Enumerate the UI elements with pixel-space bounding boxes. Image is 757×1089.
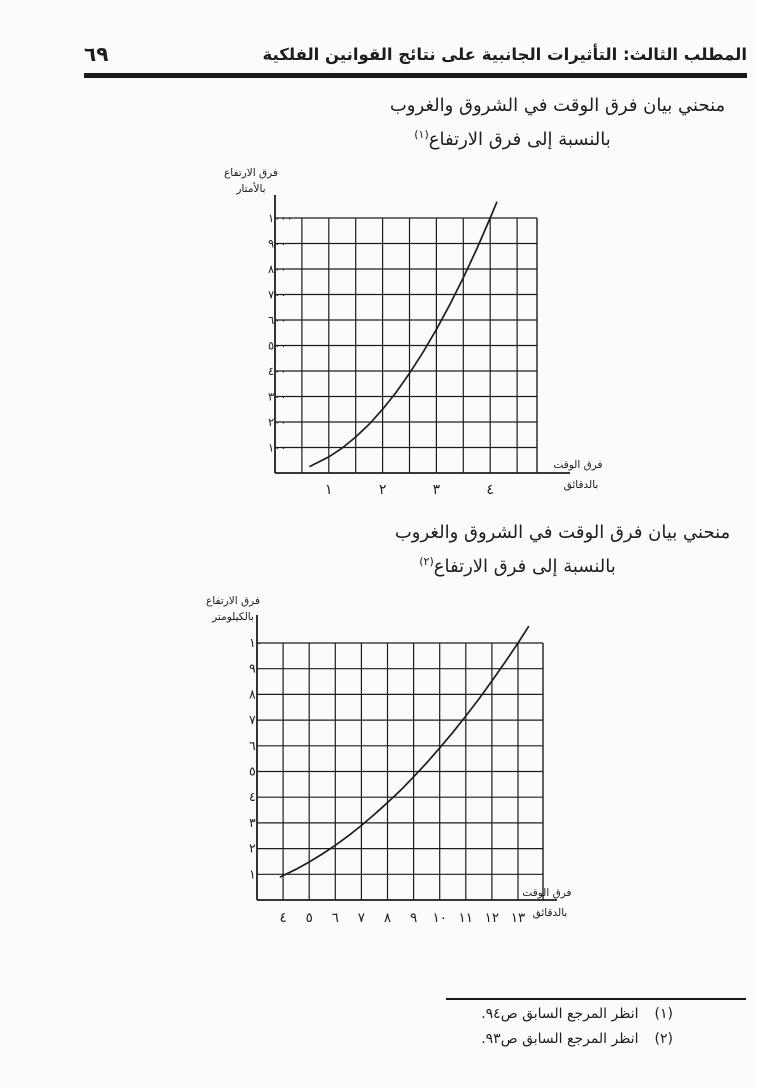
x-axis-label: بالدقائق <box>532 907 568 919</box>
chart1-canvas <box>220 160 650 510</box>
x-tick-label: ٦ <box>331 910 339 926</box>
y-tick-label: ٤ <box>249 789 256 805</box>
chart2-title-line2-text: بالنسبة إلى فرق الارتفاع <box>433 556 616 577</box>
x-axis-label: بالدقائق <box>563 479 599 491</box>
x-tick-label: ٨ <box>383 910 392 926</box>
y-axis-label: فرق الارتفاع <box>206 595 260 607</box>
y-tick-label: ٢٠٠ <box>268 415 287 429</box>
page-number: ٦٩ <box>84 42 109 66</box>
y-tick-label: ١٠ <box>249 635 263 650</box>
x-tick-label: ٤ <box>279 910 287 926</box>
x-tick-label: ٣ <box>432 482 441 498</box>
y-axis-label: فرق الارتفاع <box>224 167 278 179</box>
x-tick-label: ٤ <box>486 482 494 498</box>
footnotes <box>481 1002 673 1052</box>
chapter-header-title: المطلب الثالث: التأثيرات الجانبية على نتائج القوانين الفلكية <box>262 45 747 64</box>
chart1-title-line1: منحني بيان فرق الوقت في الشروق والغروب <box>389 95 726 116</box>
y-tick-label: ٥٠٠ <box>268 338 287 353</box>
y-tick-label: ٢ <box>249 840 256 856</box>
y-tick-label: ٩ <box>249 660 256 676</box>
footnote-1-text: انظر المرجع السابق ص٩٤. <box>481 1006 639 1022</box>
y-tick-label: ٤٠٠ <box>268 364 287 378</box>
y-tick-label: ٧٠٠ <box>268 287 287 302</box>
x-axis-label: فرق الوقت <box>553 459 603 471</box>
x-tick-label: ٩ <box>409 910 418 926</box>
y-tick-label: ٨ <box>249 686 256 702</box>
footnote-2-text: انظر المرجع السابق ص٩٣. <box>481 1031 639 1047</box>
footnote-2-marker: (٢) <box>654 1031 673 1047</box>
chart1-title-line2 <box>340 122 685 153</box>
y-tick-label: ٦ <box>249 737 256 753</box>
y-tick-label: ٣ <box>249 814 256 830</box>
y-tick-label: ١ <box>249 866 256 882</box>
chart2-canvas <box>195 590 625 940</box>
curve <box>310 202 497 466</box>
footnote-1 <box>481 1002 673 1027</box>
y-tick-label: ١٠٠ <box>268 440 287 455</box>
x-tick-label: ٥ <box>305 910 313 926</box>
chart1-footnote-ref: (١) <box>414 128 429 141</box>
footnote-2 <box>481 1027 673 1052</box>
chart2-title-line2 <box>345 549 690 580</box>
x-tick-label: ٢ <box>378 482 387 498</box>
y-axis-label: بالكيلومتر <box>212 611 254 623</box>
y-tick-label: ٧ <box>249 712 256 728</box>
y-axis-label: بالأمتار <box>236 183 266 195</box>
y-tick-label: ١٠٠٠ <box>268 211 293 225</box>
chart1-title-line2-text: بالنسبة إلى فرق الارتفاع <box>428 129 611 150</box>
footnote-1-marker: (١) <box>654 1006 673 1022</box>
x-tick-label: ١١ <box>458 910 474 926</box>
x-tick-label: ١٢ <box>484 910 500 926</box>
x-tick-label: ١ <box>325 482 333 498</box>
chart2-title-line1: منحني بيان فرق الوقت في الشروق والغروب <box>394 522 731 543</box>
chart1-title <box>385 93 730 153</box>
y-tick-label: ٨٠٠ <box>268 262 287 276</box>
x-tick-label: ١٠ <box>432 910 447 926</box>
y-tick-label: ٩٠٠ <box>268 236 287 251</box>
curve <box>281 627 529 877</box>
x-axis-label: فرق الوقت <box>522 887 572 899</box>
y-tick-label: ٦٠٠ <box>268 313 287 327</box>
chart2-title <box>390 520 735 580</box>
x-tick-label: ٧ <box>357 910 366 926</box>
header-rule <box>84 73 747 78</box>
y-tick-label: ٥ <box>249 763 256 779</box>
y-tick-label: ٣٠٠ <box>268 389 287 404</box>
x-tick-label: ١٣ <box>510 910 526 926</box>
chart2-footnote-ref: (٢) <box>419 555 434 568</box>
footnote-separator <box>446 998 746 1000</box>
